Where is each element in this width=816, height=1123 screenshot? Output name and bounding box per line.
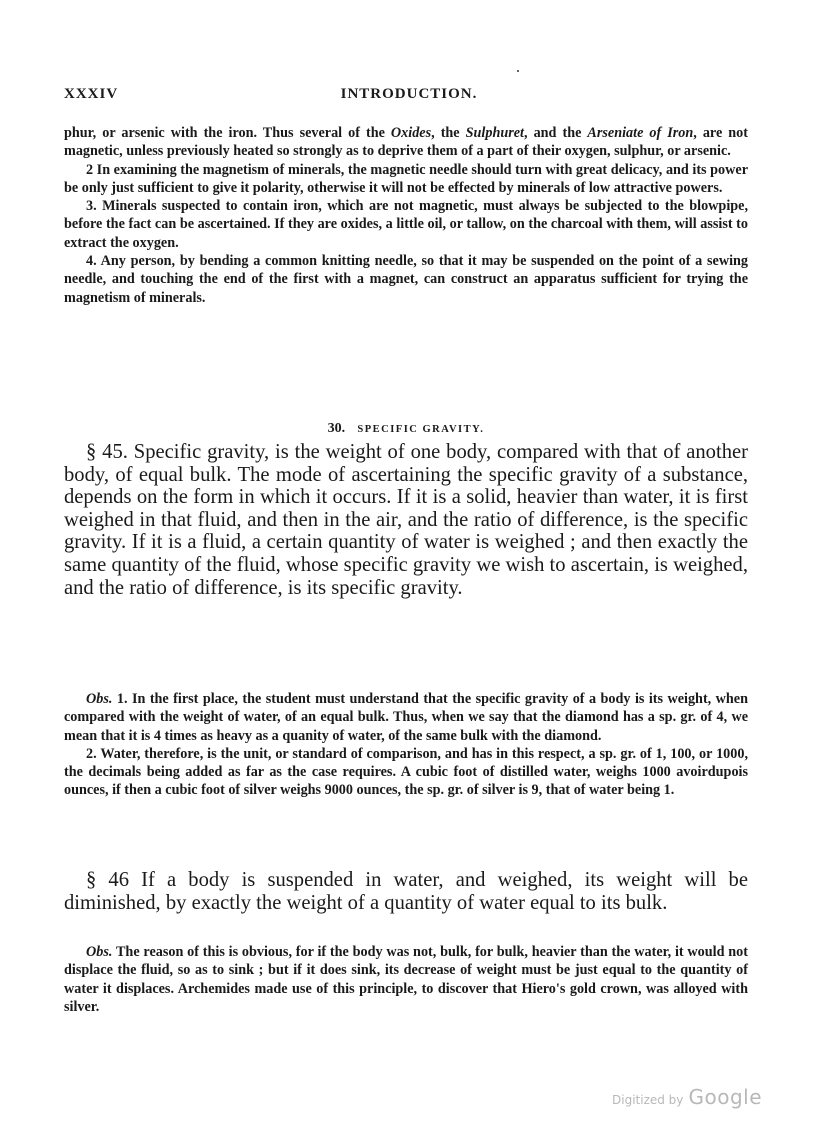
magnetism-notes: [64, 124, 748, 307]
obs-1: Obs. 1. In the first place, the student must understand that the specific gravity of a body is its weight, when compared with the weight of water, of an equal bulk. Thus, when we say that the diamond has a sp. gr. of 4, we mean that it is 4 times as heavy as a quanity of water, of the same bulk with the diamond.: [64, 691, 748, 744]
section-title: SPECIFIC GRAVITY.: [357, 424, 485, 435]
note-4: 4. Any person, by bending a common knitting needle, so that it may be suspended on the point of a sewing needle, and touching the end of the first with a magnet, can construct an apparatus sufficient for trying the magnetism of minerals.: [64, 253, 748, 306]
note-3: 3. Minerals suspected to contain iron, which are not magnetic, must always be subjected to the blowpipe, before the fact can be ascertained. If they are oxides, a little oil, or tallow, on the charcoal with them, will assist to extract the oxygen.: [64, 198, 748, 251]
section-heading: [64, 420, 748, 437]
section-number: 30.: [327, 421, 346, 436]
obs-3: Obs. The reason of this is obvious, for if the body was not, bulk, for bulk, heavier than the water, it would not displace the fluid, so as to sink ; but if it does sink, its decrease of weight must be just equal to the quantity of water it displaces. Archemides made use of this principle, to discover that Hiero's gold crown, was alloyed with silver.: [64, 944, 748, 1015]
observation-block-2: [64, 943, 748, 1016]
running-header: [64, 86, 754, 108]
watermark-prefix: Digitized by: [612, 1093, 684, 1107]
obs-2: 2. Water, therefore, is the unit, or standard of comparison, and has in this respect, a sp. gr. of 1, 100, or 1000, the decimals being added as far as the case requires. A cubic foot of distilled water, weighs 1000 avoirdupois ounces, if then a cubic foot of silver weighs 9000 ounces, the sp. gr. of silver is 9, that of water being 1.: [64, 745, 748, 799]
obs-label: Obs.: [86, 944, 113, 960]
obs-label: Obs.: [86, 691, 113, 707]
paragraph-continued: phur, or arsenic with the iron. Thus several of the Oxides, the Sulphuret, and the Arseniate of Iron, are not magnetic, unless previously heated so strongly as to deprive them of a part of their oxygen, sulphur, or arsenic.: [64, 125, 748, 160]
print-speck: [517, 70, 519, 72]
running-title: INTRODUCTION.: [340, 86, 478, 102]
page-number: XXXIV: [64, 86, 119, 102]
google-logo: Google: [688, 1085, 763, 1109]
paragraph-46: § 46 If a body is suspended in water, and weighed, its weight will be diminished, by exactly the weight of a quantity of water equal to its bulk.: [64, 869, 748, 914]
paragraph-45: § 45. Specific gravity, is the weight of one body, compared with that of another body, of equal bulk. The mode of ascertaining the specific gravity of a substance, depends on the form in which it occurs. If it is a solid, heavier than water, it is first weighed in that fluid, and then in the air, and the ratio of difference, is the specific gravity. If it is a fluid, a certain quantity of water is weighed ; and then exactly the same quantity of the fluid, whose specific gravity we wish to ascertain, is weighed, and the ratio of difference, is its specific gravity.: [64, 441, 748, 599]
observation-block-1: [64, 690, 748, 800]
digitized-by-watermark: [612, 1085, 762, 1109]
note-2: 2 In examining the magnetism of minerals, the magnetic needle should turn with great delicacy, and its power be only just sufficient to give it polarity, otherwise it will not be effected by minerals of low attractive powers.: [64, 161, 748, 196]
